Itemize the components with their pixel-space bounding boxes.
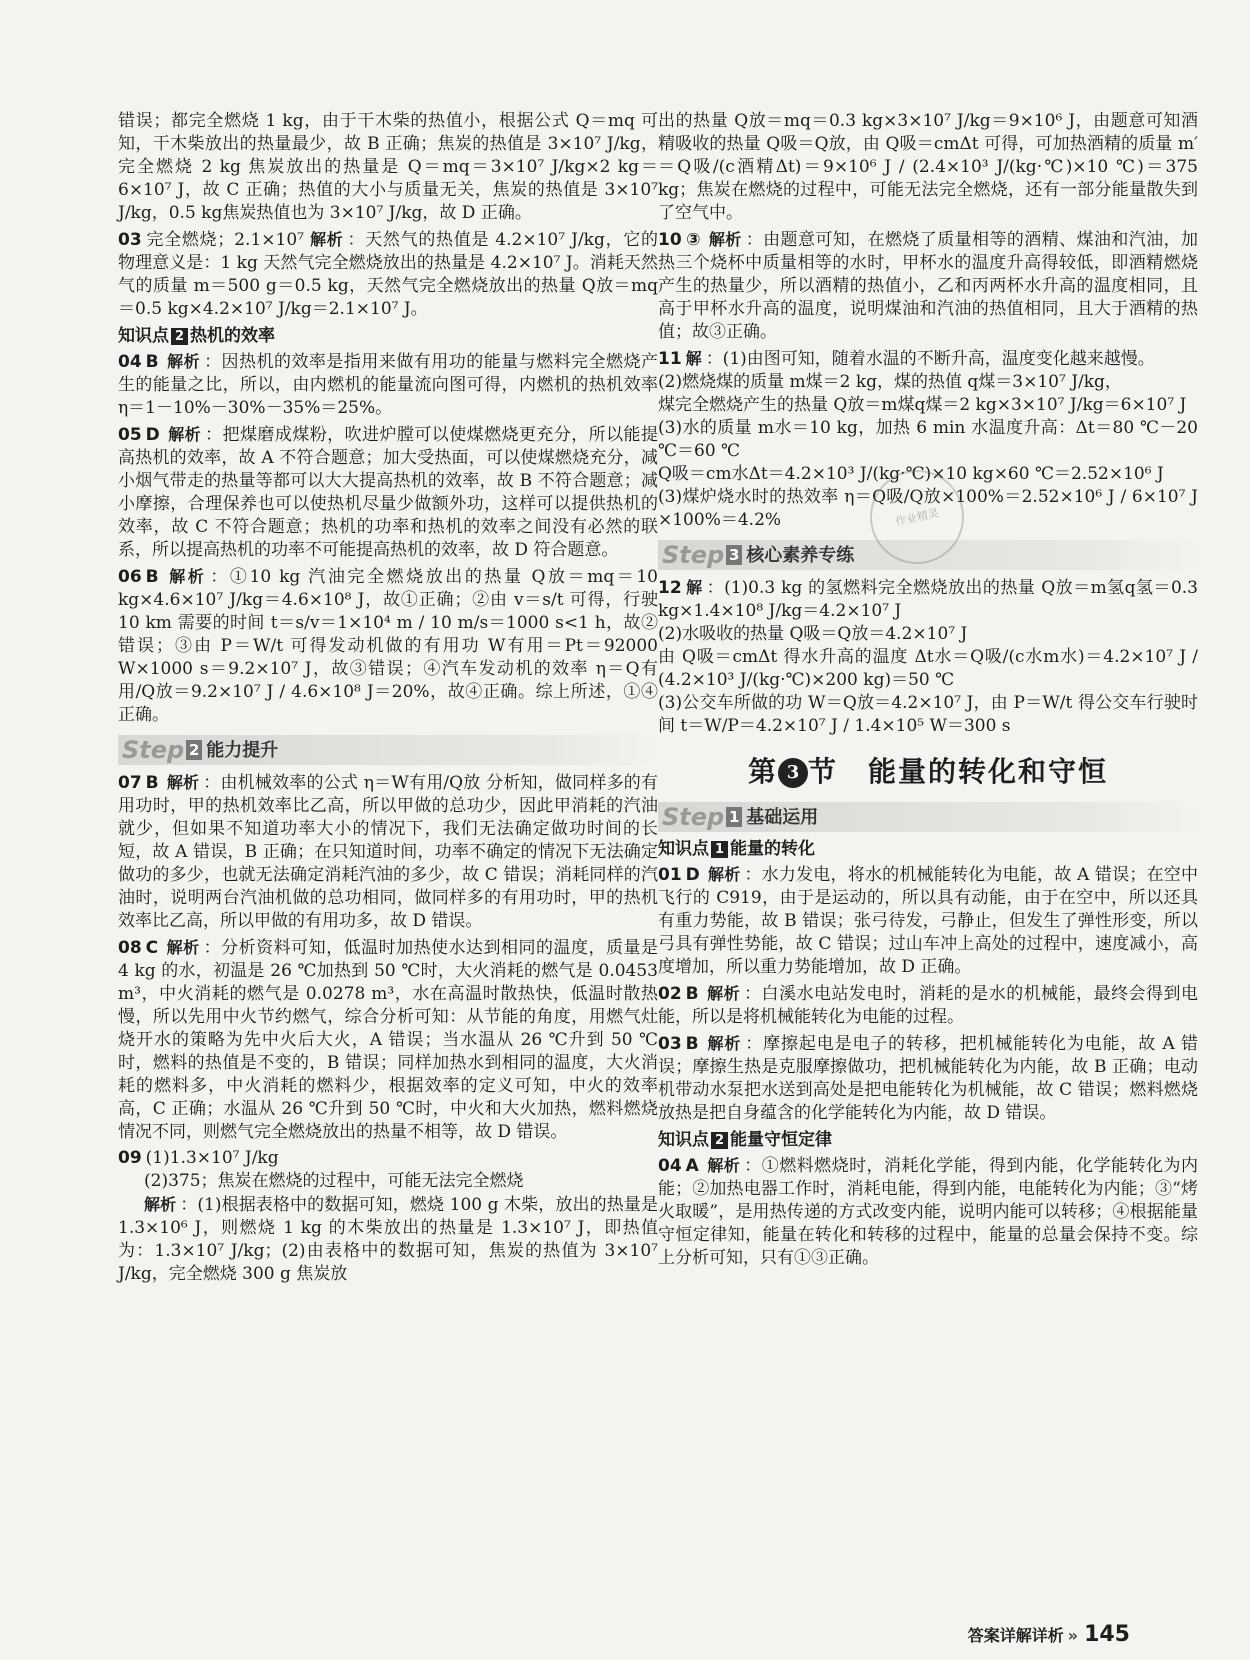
question-number: 05	[118, 425, 142, 445]
answer-line: (1)1.3×10⁷ J/kg	[145, 1148, 279, 1168]
kp-label: 知识点	[118, 326, 169, 346]
step-label: Step	[662, 540, 725, 569]
analysis-label: 解析	[708, 230, 742, 249]
question-10	[658, 228, 1198, 344]
question-r04	[658, 1154, 1198, 1270]
kp-label: 知识点	[658, 839, 709, 859]
section-title	[658, 755, 1198, 788]
solution-label: 解	[685, 349, 702, 368]
step-number: 2	[186, 740, 202, 760]
analysis-label: 解析	[167, 425, 202, 444]
analysis-label: 解析	[166, 352, 201, 371]
question-number: 07	[118, 773, 142, 793]
solution-line: 煤完全燃烧产生的热量 Q放＝m煤q煤＝2 kg×3×10⁷ J/kg＝6×10⁷ J	[658, 395, 1187, 415]
step-banner	[118, 735, 658, 765]
answer-choice: B	[685, 1034, 699, 1054]
kp-number: 1	[711, 841, 728, 858]
analysis-text: ：①10 kg 汽油完全燃烧放出的热量 Q放＝mq＝10 kg×4.6×10⁷ J/kg＝4.6×10⁸ J，故①正确；②由 v＝s/t 可得，行驶 10 km 需要的时间 t＝s/v＝1×10⁴ m / 10 m/s＝1000 s<1 h，故②错误；③由 P＝W/t 可得发动机做的有用功 W有用＝Pt＝92000 W×1000 s＝9.2×10⁷ J，故③错误；④汽车发动机的效率 η＝Q有用/Q放＝9.2×10⁷ J / 4.6×10⁸ J＝20%，故④正确。综上所述，①④正确。	[118, 567, 658, 725]
answer-choice: B	[145, 352, 159, 372]
analysis-label: 解析	[706, 984, 741, 1003]
analysis-label: 解析	[706, 1034, 742, 1053]
solution-label: 解	[685, 578, 703, 597]
question-number: 02	[658, 984, 682, 1004]
answer-choice: D	[685, 865, 700, 885]
question-number: 04	[658, 1156, 682, 1176]
kp-number: 2	[711, 1132, 728, 1149]
answer-choice: ③	[685, 230, 701, 250]
page-number: 145	[1084, 1622, 1130, 1647]
answer-choice: B	[145, 773, 159, 793]
solution-line: (3)煤炉烧水时的热效率 η＝Q吸/Q放×100%＝2.52×10⁶ J / 6×10⁷ J ×100%＝4.2%	[658, 487, 1198, 530]
knowledge-point-heading	[658, 838, 1198, 861]
question-number: 04	[118, 352, 142, 372]
question-number: 10	[658, 230, 682, 250]
question-number: 09	[118, 1148, 142, 1168]
question-number: 08	[118, 938, 142, 958]
question-number: 03	[658, 1034, 682, 1054]
analysis-label: 解析	[144, 1195, 177, 1214]
answer-choice: D	[145, 425, 160, 445]
analysis-text: ：天然气的热值是 4.2×10⁷ J/kg，它的物理意义是：1 kg 天然气完全燃烧放出的热量是 4.2×10⁷ J。消耗天然气的质量 m＝500 g＝0.5 kg，天然气完全燃烧放出的热量 Q放＝mq＝0.5 kg×4.2×10⁷ J/kg＝2.1×10⁷ J。	[118, 230, 658, 319]
answer-choice: C	[145, 938, 159, 958]
answer-choice: A	[685, 1156, 699, 1176]
question-12	[658, 576, 1198, 738]
section-prefix: 第	[747, 755, 778, 788]
question-r01	[658, 863, 1198, 979]
knowledge-point-heading	[658, 1129, 1198, 1152]
analysis-text: ：因热机的效率是指用来做有用功的能量与燃料完全燃烧产生的能量之比，所以，由内燃机的能量流向图可得，内燃机的热机效率 η＝1－10%－30%－35%＝25%。	[118, 352, 658, 418]
question-r03	[658, 1032, 1198, 1125]
analysis-text: ：水力发电，将水的机械能转化为电能，故 A 错误；在空中飞行的 C919，由于是运动的，所以具有动能，由于在空中，所以还具有重力势能，故 B 错误；张弓待发，弓静止，但发生了弹性形变，所以弓具有弹性势能，故 C 错误；过山车冲上高处的过程中，速度减小，高度增加，所以重力势能增加，故 D 正确。	[658, 865, 1198, 977]
step-title: 核心素养专练	[746, 544, 855, 566]
analysis-text: ：分析资料可知，低温时加热使水达到相同的温度，质量是 4 kg 的水，初温是 26 ℃加热到 50 ℃时，大火消耗的燃气是 0.0453 m³，中火消耗的燃气是 0.0278 m³，水在高温时散热快，低温时散热慢，所以先用中火节约燃气，综合分析可知：从节能的角度，用燃气灶烧开水的策略为先中火后大火，A 错误；当水温从 26 ℃升到 50 ℃时，燃料的热值是不变的，B 错误；同样加热水到相同的温度，大火消耗的燃料多，中火消耗的燃料少，根据效率的定义可知，中火的效率高，C 正确；水温从 26 ℃升到 50 ℃时，中火和大火加热，燃料燃烧情况不同，则燃气完全燃烧放出的热量不相等，故 D 错误。	[118, 938, 658, 1142]
step-title: 基础运用	[746, 806, 819, 828]
analysis-text: ：由题意可知，在燃烧了质量相等的酒精、煤油和汽油，加热三个烧杯中质量相等的水时，甲杯水的温度升高得较低，即酒精燃烧产生的热量少，所以酒精的热值小，乙和丙两杯水升高的温度相同，且高于甲杯水升高的温度，说明煤油和汽油的热值相同，且大于酒精的热值；故③正确。	[658, 230, 1198, 342]
kp-number: 2	[171, 328, 188, 345]
step-label: Step	[662, 802, 725, 831]
question-number: 01	[658, 865, 682, 885]
question-06	[118, 565, 658, 727]
analysis-text: ：(1)根据表格中的数据可知，燃烧 100 g 木柴，放出的热量是 1.3×10⁶ J，则燃烧 1 kg 的木柴放出的热量是 1.3×10⁷ J，即热值为：1.3×10⁷ J/kg；(2)由表格中的数据可知，焦炭的热值为 3×10⁷ J/kg，完全燃烧 300 g 焦炭放	[118, 1195, 658, 1284]
question-07	[118, 771, 658, 933]
right-column	[658, 110, 1198, 1273]
analysis-label: 解析	[166, 567, 207, 586]
answer-line: (2)375；焦炭在燃烧的过程中，可能无法完全燃烧	[144, 1171, 524, 1191]
question-03	[118, 228, 658, 321]
solution-line: (3)水的质量 m水＝10 kg，加热 6 min 水温度升高：Δt＝80 ℃－20 ℃＝60 ℃	[658, 418, 1198, 461]
solution-line: (3)公交车所做的功 W＝Q放＝4.2×10⁷ J，由 P＝W/t 得公交车行驶时间 t＝W/P＝4.2×10⁷ J / 1.4×10⁵ W＝300 s	[658, 693, 1198, 736]
page-footer	[968, 1622, 1130, 1647]
question-04	[118, 350, 658, 420]
analysis-text: ：由机械效率的公式 η＝W有用/Q放 分析知，做同样多的有用功时，甲的热机效率比乙高，所以甲做的总功少，因此甲消耗的汽油就少，但如果不知道功率大小的情况下，我们无法确定做功时间的长短，故 A 错误，B 正确；在只知道时间，功率不确定的情况下无法确定做功的多少，也就无法确定消耗汽油的多少，故 C 错误；消耗同样的汽油时，说明两台汽油机做的总功相同，做同样多的有用功时，甲的热机效率比乙高，所以甲做的有用功多，故 D 错误。	[118, 773, 658, 931]
kp-title: 热机的效率	[190, 326, 275, 346]
watermark-stamp: 作业精灵	[861, 461, 972, 572]
analysis-text: ：白溪水电站发电时，消耗的是水的机械能，最终会得到电能，所以是将机械能转化为电能的过程。	[658, 984, 1198, 1027]
kp-label: 知识点	[658, 1130, 709, 1150]
solution-line: Q吸＝cm水Δt＝4.2×10³ J/(kg·℃)×10 kg×60 ℃＝2.52×10⁶ J	[658, 464, 1164, 484]
solution-line: (2)水吸收的热量 Q吸＝Q放＝4.2×10⁷ J	[658, 624, 968, 644]
question-05	[118, 423, 658, 562]
analysis-label: 解析	[166, 938, 200, 957]
solution-line: 由 Q吸＝cmΔt 得水升高的温度 Δt水＝Q吸/(c水m水)＝4.2×10⁷ J / (4.2×10³ J/(kg·℃)×200 kg)＝50 ℃	[658, 647, 1198, 690]
analysis-label: 解析	[707, 865, 741, 884]
analysis-label: 解析	[706, 1156, 741, 1175]
step-number: 1	[726, 807, 742, 827]
analysis-text: ：①燃料燃烧时，消耗化学能，得到内能，化学能转化为内能；②加热电器工作时，消耗电能，得到内能，电能转化为内能；③“烤火取暖”，是用热传递的方式改变内能，说明内能可以转移；④根据能量守恒定律知，能量在转化和转移的过程中，能量的总量会保持不变。综上分析可知，只有①③正确。	[658, 1156, 1198, 1268]
question-number: 06	[118, 567, 142, 587]
solution-line: ：(1)由图可知，随着水温的不断升高，温度变化越来越慢。	[705, 349, 1155, 369]
answer-choice: B	[685, 984, 699, 1004]
analysis-text: ：摩擦起电是电子的转移，把机械能转化为电能，故 A 错误；摩擦生热是克服摩擦做功，把机械能转化为内能，故 B 正确；电动机带动水泵把水送到高处是把电能转化为机械能，故 C 错误；燃料燃烧放热是把自身蕴含的化学能转化为内能，故 D 错误。	[658, 1034, 1198, 1123]
left-column	[118, 110, 658, 1289]
kp-title: 能量的转化	[730, 839, 815, 859]
section-name: 节 能量的转化和守恒	[808, 755, 1109, 788]
analysis-text: ：把煤磨成煤粉，吹进炉膛可以使煤燃烧更充分，所以能提高热机的效率，故 A 不符合题意；加大受热面，可以使煤燃烧充分，减小烟气带走的热量等都可以大大提高热机的效率，故 B 不符合题意；减小摩擦，合理保养也可以使热机尽量少做额外功，这样可以提供热机的效率，故 C 不符合题意；热机的功率和热机的效率之间没有必然的联系，所以提高热机的功率不可能提高热机的效率，故 D 符合题意。	[118, 425, 658, 560]
question-number: 12	[658, 578, 682, 598]
question-r02	[658, 982, 1198, 1029]
answer-text: 完全燃烧；2.1×10⁷	[145, 230, 304, 250]
step-banner	[658, 802, 1198, 832]
analysis-label: 解析	[310, 230, 344, 249]
section-number: 3	[778, 758, 808, 788]
question-08	[118, 936, 658, 1144]
solution-line: ：(1)0.3 kg 的氢燃料完全燃烧放出的热量 Q放＝m氢q氢＝0.3 kg×1.4×10⁸ J/kg＝4.2×10⁷ J	[658, 578, 1198, 621]
step-number: 3	[726, 545, 742, 565]
step-label: Step	[122, 735, 185, 764]
answer-choice: B	[145, 567, 159, 587]
double-chevron-icon: »	[1067, 1626, 1079, 1645]
solution-line: (2)燃烧煤的质量 m煤＝2 kg，煤的热值 q煤＝3×10⁷ J/kg，	[658, 372, 1122, 392]
question-number: 03	[118, 230, 142, 250]
question-number: 11	[658, 349, 682, 369]
question-09	[118, 1147, 658, 1286]
footer-label: 答案详解详析	[967, 1626, 1064, 1645]
knowledge-point-heading	[118, 325, 658, 348]
analysis-label: 解析	[166, 773, 200, 792]
kp-title: 能量守恒定律	[730, 1130, 832, 1150]
right-continuation: 出的热量 Q放＝mq＝0.3 kg×3×10⁷ J/kg＝9×10⁶ J，由题意可知酒精吸收的热量 Q吸＝Q放，由 Q吸＝cmΔt 可得，可加热酒精的质量 m′＝Q吸/(c酒精Δt)＝9×10⁶ J / (2.4×10³ J/(kg·℃)×10 ℃)＝375 kg；焦炭在燃烧的过程中，可能无法完全燃烧，还有一部分能量散失到了空气中。	[658, 111, 1198, 223]
step-title: 能力提升	[206, 739, 279, 761]
left-continuation: 错误；都完全燃烧 1 kg，由于干木柴的热值小，根据公式 Q＝mq 可知，干木柴放出的热量最少，故 B 正确；焦炭的热值是 3×10⁷ J/kg，完全燃烧 2 kg 焦炭放出的热量是 Q＝mq＝3×10⁷ J/kg×2 kg＝6×10⁷ J，故 C 正确；热值的大小与质量无关，焦炭的热值是 3×10⁷ J/kg，0.5 kg焦炭热值也为 3×10⁷ J/kg，故 D 正确。	[118, 111, 658, 223]
